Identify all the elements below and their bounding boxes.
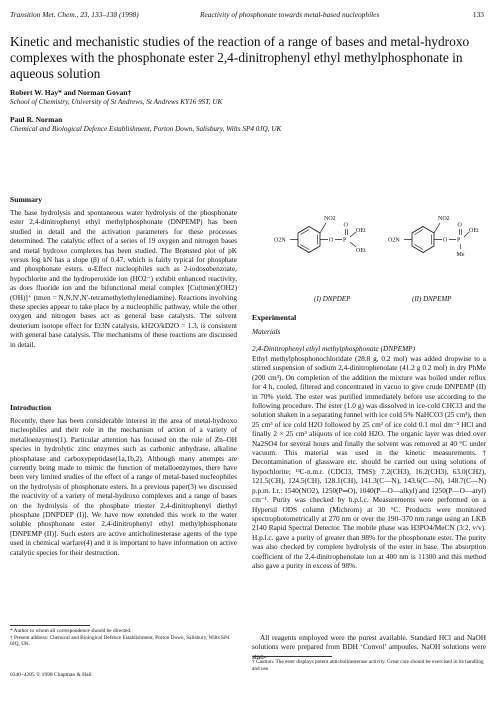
o2n-label: O2N bbox=[274, 237, 286, 244]
phosphorus-label: P bbox=[343, 237, 347, 244]
ethoxy-label-2: OEt bbox=[356, 248, 366, 254]
experimental-heading: Experimental bbox=[252, 313, 297, 322]
introduction-text: Recently, there has been considerable interest in the area of metal-hydroxo nucleophiles and their role in the mechanism of action of a variety of metalloenzymes(1). Particular attention has focused on the role of Zn–OH species in hydrolytic zinc enzymes such as carbonic anhydrase, alkaline phosphatase and carboxypeptidase(1a,1b,2). Although many attempts are currently being made to mimic the function of metalloenzymes, there have been very limited studies of the effect of a range of metal-based nucleophiles on the hydrolysis of phosphonate esters. In a previous paper(3) we discussed the reactivity of a variety of metal-hydroxo complexes and a range of bases on the hydrolysis of the phosphate triester 2,4-dinitrophenyl diethyl phosphate [DNPDEP (I)]. We have now extended this work to the water soluble phosphonate ester 2,4-dinitrophenyl ethyl methylphosphonate [DNPEMP (II)]. Such esters are active anticholinesterase agents of the type used in chemical warfare(4) and it is important to have information on active catalytic species for their destruction. bbox=[10, 416, 237, 557]
nitro-label-2: NO2 bbox=[438, 216, 450, 222]
affiliation-2: Chemical and Biological Defence Establishment, Porton Down, Salisbury, Wilts SP4 0JQ, UK bbox=[10, 125, 282, 133]
ester-oxygen-label-2: O bbox=[443, 237, 448, 244]
phosphoryl-oxygen-label: O bbox=[343, 222, 348, 229]
ethoxy-label-3: OEt bbox=[469, 228, 479, 234]
copyright-line: 0340–4285 © 1998 Chapman & Hall bbox=[10, 672, 92, 678]
affiliation-1: School of Chemistry, University of St Andrews, St Andrews KY16 9ST, UK bbox=[10, 98, 223, 106]
phosphorus-label-2: P bbox=[457, 237, 461, 244]
author-block bbox=[10, 88, 486, 133]
summary-heading: Summary bbox=[10, 195, 43, 204]
footnote-present-address: † Present address: Chemical and Biological Defence Establishment, Porton Down, Salisbury, Wilts SP4 0JQ, UK. bbox=[10, 634, 230, 648]
structure-dnpdep bbox=[274, 216, 366, 254]
running-header bbox=[10, 10, 484, 22]
running-title: Reactivity of phosphonate towards metal-based nucleophiles bbox=[200, 10, 380, 19]
reagents-text: All reagents employed were the purest available. Standard HCl and NaOH solutions were prepared from BDH ‘Convol’ ampoules. NaOH solutions were stan- bbox=[252, 633, 486, 661]
o2n-label-2: O2N bbox=[388, 237, 400, 244]
footnote-caution: † Caution: The ester displays potent anticholinesterase activity. Great care should be exercised in its handling and use. bbox=[252, 659, 484, 672]
introduction-heading: Introduction bbox=[10, 403, 52, 412]
journal-citation: Transition Met. Chem., 23, 133–138 (1998) bbox=[10, 10, 139, 19]
footnotes-left bbox=[10, 628, 237, 648]
label-dnpdep: (I) DNPDEP bbox=[314, 295, 351, 303]
footnote-rule-left bbox=[10, 625, 90, 626]
compound-heading: 2,4-Dinitrophenyl ethyl methylphosphonate (DNPEMP) bbox=[252, 344, 416, 353]
materials-subheading: Materials bbox=[252, 327, 281, 336]
page-number: 133 bbox=[472, 10, 484, 19]
phosphoryl-oxygen-label-2: O bbox=[457, 222, 462, 229]
summary-text: The base hydrolysis and spontaneous water hydrolysis of the phosphonate ester 2,4-dinitrophenyl ethyl methylphosphonate (DNPEMP) has been studied in detail and the activation parameters for these processes determined. The catalytic effect of a series of 19 oxygen and nitrogen bases and metal hydroxo complexes has been studied. The Brønsted plot of pK versus log kN has a slope (β) of 0.47, which is fairly typical for phosphate and phosphonate esters. α-Effect nucleophiles such as 2-iodosobenzoate, hypochlorite and the hydroperoxide ion (HO2⁻) exhibit enhanced reactivity, as does fluoride ion and the bifunctional metal complex [Cu(tmen)(OH2)(OH)]⁺ (tmen = N,N,N′,N′-tetramethylethylenediamine). Reactions involving these species appear to take place by a nucleophilic pathway, while the other oxygen and nitrogen bases act as general base catalysts. The solvent deuterium isotope effect for Et3N catalysis, kH2O/kD2O = 1.3, is consistent with general base catalysis. The mechanisms of these reactions are discussed in detail. bbox=[10, 208, 237, 349]
nitro-label: NO2 bbox=[324, 216, 336, 222]
experimental-text: Ethyl methylphosphonochloridate (28.8 g, 0.2 mol) was added dropwise to a stirred suspension of sodium 2,4-dinitrophenolate (41.2 g 0.2 mol) in dry PhMe (200 cm³). On completion of the addition the mixture was boiled under reflux for 4 h, cooled, filtered and concentrated in vacuo to give crude DNPEMP (II) in 70% yield. The ester was purified immediately before use according to the following procedure. The ester (1.0 g) was dissolved in ice-cold CHCl3 and the solution shaken in a separating funnel with ice cold 5% NaHCO3 (25 cm³), then 25 cm³ of ice cold H2O followed by 25 cm³ of ice cold 0.1 mol dm⁻³ HCl and finally 2 × 25 cm³ aliquots of ice cold H2O. The organic layer was dried over Na2SO4 for several hours and finally the solvent was removed at 40 °C under vacuum. This material was used in the kinetic measurements.† Decontamination of glassware etc. should be carried out using solutions of hypochlorite; ¹³C-n.m.r. (CDCl3, TMS): 7.2(CH3), 16.2(CH3), 63.0(CH2), 121.5(CH), 124.5(CH), 128.1(CH), 141.3(C—N), 143.6(C—N), 148.7(C—N) p.p.m. I.r.: 1540(NO2), 1250(P═O), 1040(P—O—alkyl) and 1250(P—O—aryl) cm⁻¹. Purity was checked by h.p.l.c. Measurements were performed on a Hypersil ODS column (Michrom) at 30 °C. Products were monitored spectrophotometrically at 270 nm or over the 190–370 nm range using an LKB 2140 Rapid Spectral Detector. The mobile phase was H3PO4/MeCN (3:2, v/v). H.p.l.c. gave a purity of greater than 98% for the phosphonate ester. The purity was also checked by complete hydrolysis of the ester in base. The absorption coefficient of the 2,4-dinitrophenolate ion at 400 nm is 11300 and this method also gave a purity in excess of 98%. bbox=[252, 354, 487, 570]
article-title: Kinetic and mechanistic studies of the reaction of a range of bases and metal-hydroxo complexes with the phosphonate ester 2,4-dinitrophenyl ethyl methylphosphonate in aqueous solution bbox=[10, 34, 470, 81]
footnote-corresponding-author: * Author to whom all correspondence should be directed. bbox=[10, 628, 132, 634]
footnote-rule-right bbox=[252, 656, 332, 657]
label-dnpemp: (II) DNPEMP bbox=[412, 295, 452, 303]
structure-dnpemp bbox=[388, 216, 479, 258]
chemical-structures bbox=[252, 192, 488, 304]
methyl-label: Me bbox=[456, 252, 465, 258]
ester-oxygen-label: O bbox=[329, 237, 334, 244]
ethoxy-label-1: OEt bbox=[356, 228, 366, 234]
author-names-2: Paul R. Norman bbox=[10, 115, 63, 124]
author-names-1: Robert W. Hay* and Norman Govan† bbox=[10, 88, 132, 97]
